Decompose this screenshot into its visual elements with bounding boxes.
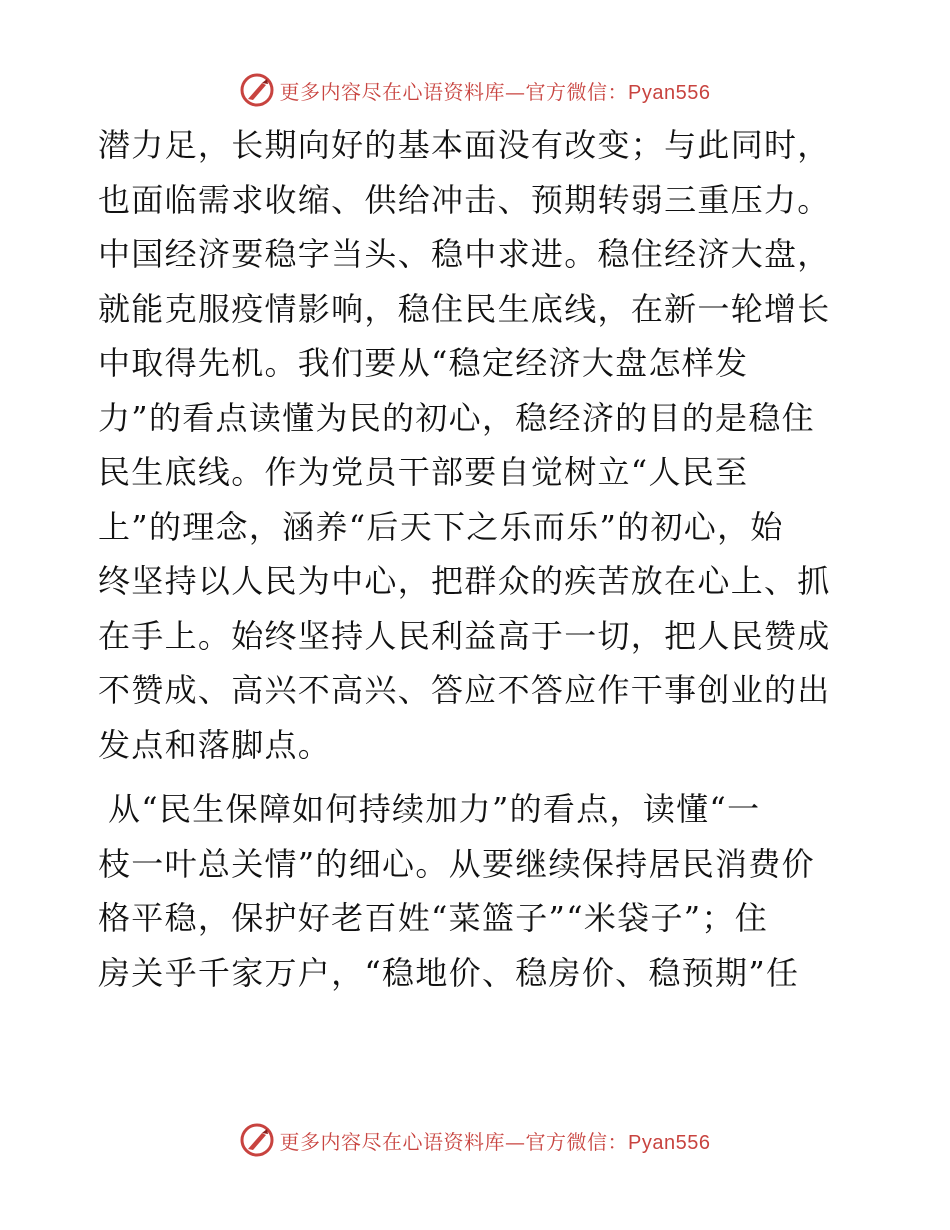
text-line: 就能克服疫情影响，稳住民生底线，在新一轮增长 [98, 289, 831, 328]
paragraph-spacer [98, 772, 850, 782]
text-line: 民生底线。作为党员干部要自觉树立“人民至 [98, 453, 749, 491]
text-line: 枝一叶总关情”的细心。从要继续保持居民消费价 [98, 844, 815, 883]
footer-banner-text [280, 1126, 711, 1155]
footer-banner [240, 1123, 711, 1157]
text-line: 上”的理念，涵养“后天下之乐而乐”的初心，始 [98, 507, 784, 546]
text-line: 力”的看点读懂为民的初心，稳经济的目的是稳住 [98, 398, 815, 437]
text-line: 不赞成、高兴不高兴、答应不答应作干事创业的出 [98, 671, 831, 709]
header-banner [240, 73, 711, 107]
text-line: 也面临需求收缩、供给冲击、预期转弱三重压力。 [98, 180, 831, 219]
paragraph-2 [98, 782, 850, 1000]
header-banner-title: 更多内容尽在心语资料库—官方微信： [279, 79, 629, 104]
text-line: 房关乎千家万户，“稳地价、稳房价、稳预期”任 [98, 953, 800, 992]
text-line: 终坚持以人民为中心，把群众的疾苦放在心上、抓 [98, 562, 831, 600]
footer-banner-title: 更多内容尽在心语资料库—官方微信： [279, 1129, 629, 1154]
text-line: 发点和落脚点。 [98, 725, 332, 764]
text-line: 从“民生保障如何持续加力”的看点，读懂“一 [108, 790, 761, 828]
page-footer [0, 1120, 950, 1160]
header-wechat-id: Pyan556 [628, 81, 711, 104]
paragraph-1 [98, 118, 850, 772]
quill-pen-logo-icon [240, 73, 274, 107]
text-line: 在手上。始终坚持人民利益高于一切，把人民赞成 [98, 616, 831, 655]
footer-wechat-id: Pyan556 [628, 1131, 711, 1154]
text-line: 潜力足，长期向好的基本面没有改变；与此同时， [98, 126, 831, 164]
quill-pen-logo-icon [240, 1123, 274, 1157]
header-banner-text [280, 76, 711, 105]
page-header [0, 70, 950, 110]
text-line: 中取得先机。我们要从“稳定经济大盘怎样发 [98, 344, 749, 382]
document-body [98, 118, 850, 1000]
text-line: 格平稳，保护好老百姓“菜篮子”“米袋子”；住 [98, 899, 769, 937]
text-line: 中国经济要稳字当头、稳中求进。稳住经济大盘， [98, 235, 831, 273]
